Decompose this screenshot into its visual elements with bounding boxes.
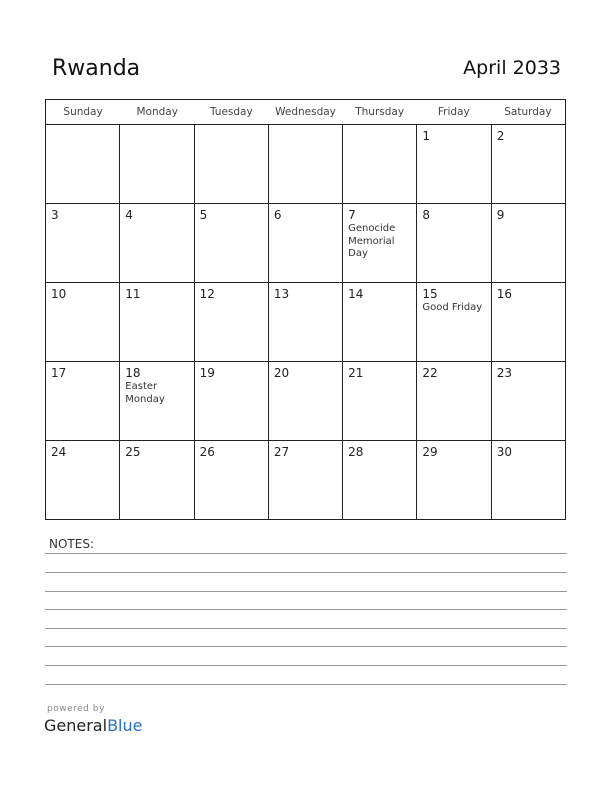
note-line <box>45 609 567 610</box>
day-cell <box>343 441 417 519</box>
weekday-sunday: Sunday <box>63 106 103 118</box>
powered-by-text: powered by <box>47 704 105 714</box>
day-cell <box>417 204 491 282</box>
weekday-friday: Friday <box>437 106 470 118</box>
day-number: 15 <box>422 287 438 301</box>
day-number: 4 <box>125 208 133 222</box>
day-cell <box>343 125 417 203</box>
day-number: 6 <box>273 208 282 222</box>
day-number: 25 <box>125 445 141 459</box>
day-cell <box>195 125 269 203</box>
day-number: 24 <box>51 445 67 459</box>
day-number: 9 <box>496 208 505 222</box>
day-cell <box>492 125 565 203</box>
day-cell <box>195 362 269 440</box>
weekday-header-row <box>46 100 565 125</box>
day-number: 27 <box>273 445 290 459</box>
day-number: 28 <box>348 445 364 459</box>
day-cell <box>46 362 120 440</box>
holiday-label: Good Friday <box>422 302 483 313</box>
calendar-grid <box>45 99 566 520</box>
day-cell <box>269 283 343 361</box>
day-number: 20 <box>273 366 290 380</box>
brand-blue-text: Blue <box>107 716 143 735</box>
holiday-label: Easter Monday <box>125 381 165 405</box>
note-line <box>45 628 567 629</box>
day-cell <box>417 125 491 203</box>
week-row-3 <box>46 283 565 362</box>
notes-label: NOTES: <box>49 537 94 551</box>
week-row-4 <box>46 362 565 441</box>
note-line <box>45 591 567 592</box>
day-cell <box>269 204 343 282</box>
day-number: 30 <box>496 445 512 459</box>
day-cell <box>417 441 491 519</box>
day-number: 23 <box>496 366 512 380</box>
month-year-title: April 2033 <box>463 57 561 79</box>
day-cell <box>120 204 194 282</box>
generalblue-logo <box>44 716 142 735</box>
day-number: 26 <box>199 445 215 459</box>
day-number: 7 <box>348 208 356 222</box>
day-number: 18 <box>125 366 141 380</box>
day-cell <box>120 362 194 440</box>
day-cell <box>46 441 120 519</box>
day-cell <box>343 283 417 361</box>
day-cell <box>120 283 194 361</box>
note-line <box>45 646 567 647</box>
day-cell <box>492 441 565 519</box>
holiday-label: Genocide Memorial Day <box>348 223 396 259</box>
day-number: 8 <box>422 208 431 222</box>
day-number: 10 <box>51 287 67 301</box>
day-cell <box>120 125 194 203</box>
day-number: 29 <box>422 445 438 459</box>
day-number: 1 <box>422 129 431 143</box>
day-cell <box>417 362 491 440</box>
day-cell <box>195 204 269 282</box>
week-row-1 <box>46 125 565 204</box>
day-number: 14 <box>348 287 364 301</box>
day-cell <box>269 362 343 440</box>
note-line <box>45 665 567 666</box>
day-cell <box>195 441 269 519</box>
weekday-tuesday: Tuesday <box>209 106 253 118</box>
day-cell <box>46 125 120 203</box>
weekday-thursday: Thursday <box>355 106 405 118</box>
day-number: 19 <box>199 366 215 380</box>
brand-general-text: General <box>44 716 108 735</box>
day-cell <box>343 204 417 282</box>
weekday-monday: Monday <box>136 106 178 118</box>
day-number: 16 <box>496 287 512 301</box>
note-line <box>45 684 567 685</box>
day-cell <box>269 441 343 519</box>
day-cell <box>343 362 417 440</box>
day-number: 2 <box>496 129 505 143</box>
day-cell <box>195 283 269 361</box>
country-title: Rwanda <box>52 56 141 81</box>
day-cell <box>120 441 194 519</box>
day-cell <box>269 125 343 203</box>
week-row-2 <box>46 204 565 283</box>
day-number: 17 <box>51 366 67 380</box>
weekday-wednesday: Wednesday <box>275 106 336 118</box>
note-line <box>45 572 567 573</box>
day-number: 13 <box>273 287 290 301</box>
day-number: 21 <box>348 366 364 380</box>
day-cell <box>46 283 120 361</box>
day-number: 5 <box>199 208 208 222</box>
day-cell <box>417 283 491 361</box>
weekday-saturday: Saturday <box>504 106 552 118</box>
day-number: 12 <box>199 287 215 301</box>
note-line <box>45 553 567 554</box>
day-number: 22 <box>422 366 438 380</box>
week-row-5 <box>46 441 565 519</box>
day-cell <box>46 204 120 282</box>
day-number: 3 <box>51 208 59 222</box>
day-cell <box>492 362 565 440</box>
day-number: 11 <box>125 287 141 301</box>
day-cell <box>492 204 565 282</box>
day-cell <box>492 283 565 361</box>
